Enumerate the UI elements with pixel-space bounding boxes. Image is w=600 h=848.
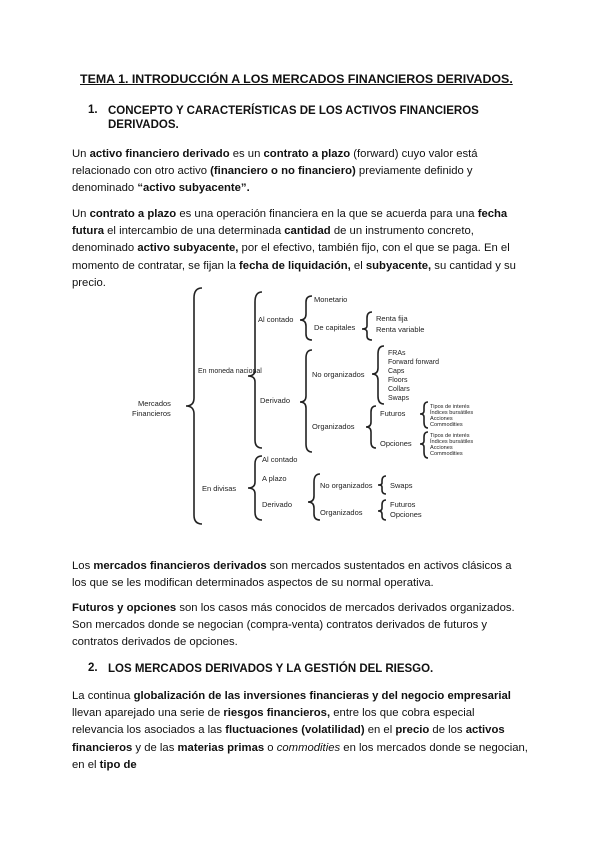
text-run: activo subyacente, (137, 242, 239, 255)
text-run: Futuros y opciones (72, 602, 177, 614)
divisas-org-brace (378, 500, 386, 520)
list-item: Índices bursátiles (430, 410, 474, 416)
list-item: Forward forward (388, 359, 439, 366)
text-run: (financiero o no financiero) (210, 165, 356, 178)
organizados-brace (366, 406, 376, 448)
text-run: contrato a plazo (89, 208, 177, 220)
text-run: activo financiero derivado (89, 148, 230, 160)
opciones-brace (420, 432, 428, 458)
root-label-1: Mercados (138, 399, 171, 408)
text-run: materias primas (177, 741, 265, 754)
text-run: “activo subyacente”. (137, 182, 250, 195)
text-run: es un (229, 148, 264, 160)
divisas-no-org-brace (378, 476, 386, 494)
paragraph-globalizacion (72, 688, 528, 774)
de-capitales-label: De capitales (314, 323, 356, 332)
text-run: (forward) cuyo valor está relacionado con otro activo (72, 148, 478, 178)
text-run: por el efectivo, también fijo, con el que se paga. En el momento de contratar, se fijan la (72, 242, 510, 272)
opciones-list (430, 433, 473, 457)
text-run: de un instrumento concreto, denominado (72, 225, 474, 255)
text-run: riesgos financieros, (223, 707, 331, 720)
no-organizados-label: No organizados (312, 370, 365, 379)
text-run: commodities (276, 741, 341, 754)
list-item: Commodities (430, 451, 463, 457)
list-item: Commodities (430, 422, 463, 428)
no-organizados-list (388, 350, 439, 402)
divisas-opciones-label: Opciones (390, 510, 422, 519)
divisas-no-organizados-label: No organizados (320, 481, 373, 490)
text-run: contrato a plazo (263, 148, 351, 160)
section-number: 1. (88, 104, 98, 116)
divisas-label: En divisas (202, 484, 237, 493)
text-run: son los casos más conocidos de mercados derivados organizados. Son mercados donde se negocian (compra-venta) contratos derivados de futuros y contratos derivados de opciones. (72, 602, 515, 649)
text-run: cantidad (284, 225, 331, 238)
section-number: 2. (88, 662, 98, 674)
list-item: Floors (388, 377, 408, 384)
text-run: fecha de liquidación, (239, 259, 351, 272)
list-item: Acciones (430, 416, 453, 422)
text-run: el (350, 259, 366, 272)
text-run: fluctuaciones (volatilidad) (225, 724, 365, 737)
paragraph-futuros-opciones (72, 600, 528, 652)
organizados-label: Organizados (312, 422, 355, 431)
text-run: o (264, 741, 277, 754)
no-organizados-brace (372, 346, 384, 404)
text-run: mercados financieros derivados (93, 560, 267, 572)
text-run: llevan aparejado una serie de (72, 707, 224, 720)
text-run: Un (72, 208, 90, 220)
list-item: Swaps (388, 395, 410, 402)
renta-variable-label: Renta variable (376, 325, 425, 334)
text-run: previamente definido y denominado (72, 165, 473, 195)
swaps-label: Swaps (390, 481, 413, 490)
text-run: es una operación financiera en la que se acuerda para una (176, 208, 478, 220)
text-run: fecha futura (72, 208, 508, 238)
divisas-al-contado-label: Al contado (262, 455, 298, 464)
text-run: entre los que cobra especial relevancia los asociados a las (72, 707, 475, 737)
text-run: su cantidad y su precio. (72, 259, 516, 289)
text-run: tipo de (99, 758, 137, 771)
derivado-brace (300, 350, 312, 452)
text-run: precio (395, 724, 430, 737)
paragraph-mercados-derivados (72, 558, 528, 592)
text-run: subyacente, (365, 259, 432, 272)
derivado-label: Derivado (260, 396, 291, 405)
root-label-2: Financieros (132, 409, 171, 418)
text-run: en los mercados donde se negocian, en el (72, 741, 528, 771)
text-run: Un (72, 148, 90, 160)
text-run: en el (364, 724, 396, 737)
text-run: son mercados sustentados en activos clásicos a los que se les modifican determinados aspectos de su normal operativa. (72, 560, 512, 590)
list-item: FRAs (388, 350, 406, 357)
moneda-nacional-label: En moneda nacional (198, 368, 262, 375)
futuros-brace (420, 402, 428, 428)
divisas-brace (248, 456, 262, 520)
futuros-label: Futuros (380, 409, 406, 418)
list-item: Collars (388, 386, 410, 393)
list-item: Tipos de interés (430, 404, 470, 410)
monetario-label: Monetario (314, 295, 348, 304)
section-title: LOS MERCADOS DERIVADOS Y LA GESTIÓN DEL RIESGO. (108, 663, 434, 675)
text-run: La continua (72, 690, 134, 702)
text-run: el intercambio de una determinada (104, 225, 285, 238)
text-run: globalización de las inversiones financieras y del negocio empresarial (133, 690, 511, 702)
section-title: CONCEPTO Y CARACTERÍSTICAS DE LOS ACTIVOS FINANCIEROS DERIVADOS. (108, 105, 479, 131)
divisas-derivado-brace (308, 474, 320, 520)
divisas-derivado-label: Derivado (262, 500, 293, 509)
list-item: Caps (388, 368, 405, 375)
divisas-organizados-label: Organizados (320, 508, 363, 517)
al-contado-label: Al contado (258, 315, 294, 324)
divisas-futuros-label: Futuros (390, 500, 416, 509)
text-run: activos financieros (72, 724, 505, 754)
document-title: TEMA 1. INTRODUCCIÓN A LOS MERCADOS FINANCIEROS DERIVADOS. (80, 72, 513, 86)
renta-fija-label: Renta fija (376, 314, 408, 323)
futuros-list (430, 404, 473, 428)
list-item: Tipos de interés (430, 433, 470, 439)
al-contado-brace (300, 296, 312, 340)
text-run: y de las (132, 741, 178, 754)
root-brace (186, 288, 202, 524)
opciones-label: Opciones (380, 439, 412, 448)
text-run: Los (72, 560, 94, 572)
list-item: Índices bursátiles (430, 439, 474, 445)
capitales-brace (362, 312, 372, 340)
text-run: de los (429, 724, 466, 737)
divisas-a-plazo-label: A plazo (262, 474, 287, 483)
list-item: Acciones (430, 445, 453, 451)
